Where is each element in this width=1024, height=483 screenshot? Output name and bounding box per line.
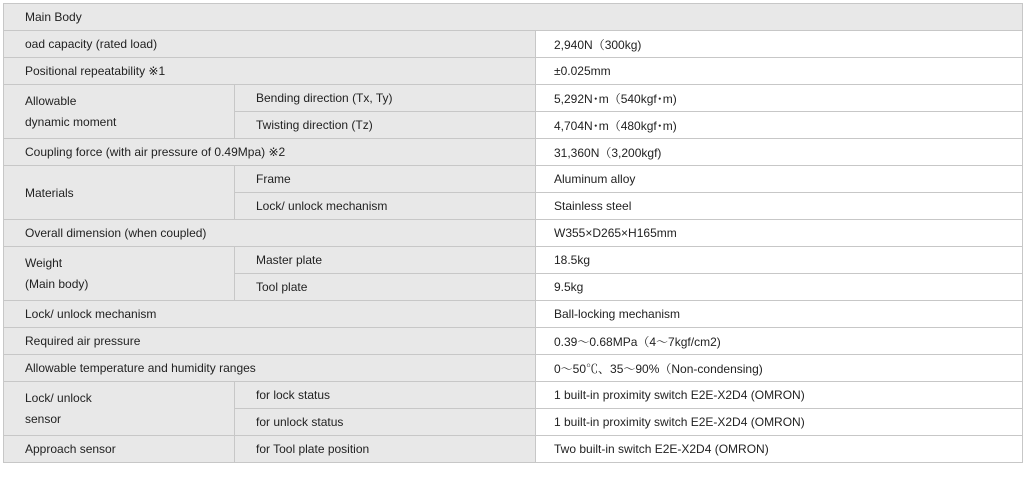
sub-label: Master plate xyxy=(235,247,536,274)
table-row xyxy=(4,220,1023,247)
row-label: Positional repeatability ※1 xyxy=(4,58,536,85)
row-label: Required air pressure xyxy=(4,328,536,355)
group-label xyxy=(4,382,235,436)
table-row xyxy=(4,139,1023,166)
row-value: Ball-locking mechanism xyxy=(536,301,1023,328)
row-value: 18.5kg xyxy=(536,247,1023,274)
group-label xyxy=(4,247,235,301)
row-value: 0.39～0.68MPa（4～7kgf/cm2) xyxy=(536,328,1023,355)
group-label-line: Weight xyxy=(25,255,63,270)
sub-label: Bending direction (Tx, Ty) xyxy=(235,85,536,112)
group-label xyxy=(4,85,235,139)
row-value: 1 built-in proximity switch E2E-X2D4 (OMRON) xyxy=(536,409,1023,436)
row-value: 1 built-in proximity switch E2E-X2D4 (OMRON) xyxy=(536,382,1023,409)
group-label-line: dynamic moment xyxy=(25,114,117,129)
table-row xyxy=(4,31,1023,58)
group-label: Materials xyxy=(4,166,235,220)
sub-label: for Tool plate position xyxy=(235,436,536,463)
row-value: 31,360N（3,200kgf) xyxy=(536,139,1023,166)
group-label: Approach sensor xyxy=(4,436,235,463)
row-label: Lock/ unlock mechanism xyxy=(4,301,536,328)
sub-label: Tool plate xyxy=(235,274,536,301)
row-label: Overall dimension (when coupled) xyxy=(4,220,536,247)
group-label-line: Allowable xyxy=(25,93,77,108)
row-label: oad capacity (rated load) xyxy=(4,31,536,58)
table-row xyxy=(4,85,1023,112)
sub-label: for unlock status xyxy=(235,409,536,436)
row-value: Two built-in switch E2E-X2D4 (OMRON) xyxy=(536,436,1023,463)
table-row xyxy=(4,382,1023,409)
sub-label: Twisting direction (Tz) xyxy=(235,112,536,139)
row-value: 4,704N･m（480kgf･m) xyxy=(536,112,1023,139)
group-label-line: sensor xyxy=(25,411,62,426)
table-row xyxy=(4,166,1023,193)
spec-table xyxy=(3,3,1023,463)
row-value: Aluminum alloy xyxy=(536,166,1023,193)
sub-label: Frame xyxy=(235,166,536,193)
row-label: Coupling force (with air pressure of 0.49Mpa) ※2 xyxy=(4,139,536,166)
row-value: 9.5kg xyxy=(536,274,1023,301)
row-value: 0～50℃、35～90%（Non-condensing) xyxy=(536,355,1023,382)
table-row xyxy=(4,247,1023,274)
group-label-line: (Main body) xyxy=(25,276,89,291)
table-row xyxy=(4,328,1023,355)
sub-label: Lock/ unlock mechanism xyxy=(235,193,536,220)
row-value: W355×D265×H165mm xyxy=(536,220,1023,247)
row-value: ±0.025mm xyxy=(536,58,1023,85)
row-value: 2,940N（300kg) xyxy=(536,31,1023,58)
table-row xyxy=(4,355,1023,382)
table-header: Main Body xyxy=(4,4,1023,31)
row-label: Allowable temperature and humidity ranges xyxy=(4,355,536,382)
table-row xyxy=(4,301,1023,328)
row-value: 5,292N･m（540kgf･m) xyxy=(536,85,1023,112)
table-row xyxy=(4,436,1023,463)
group-label-line: Lock/ unlock xyxy=(25,390,92,405)
table-header-row xyxy=(4,4,1023,31)
sub-label: for lock status xyxy=(235,382,536,409)
table-row xyxy=(4,58,1023,85)
row-value: Stainless steel xyxy=(536,193,1023,220)
